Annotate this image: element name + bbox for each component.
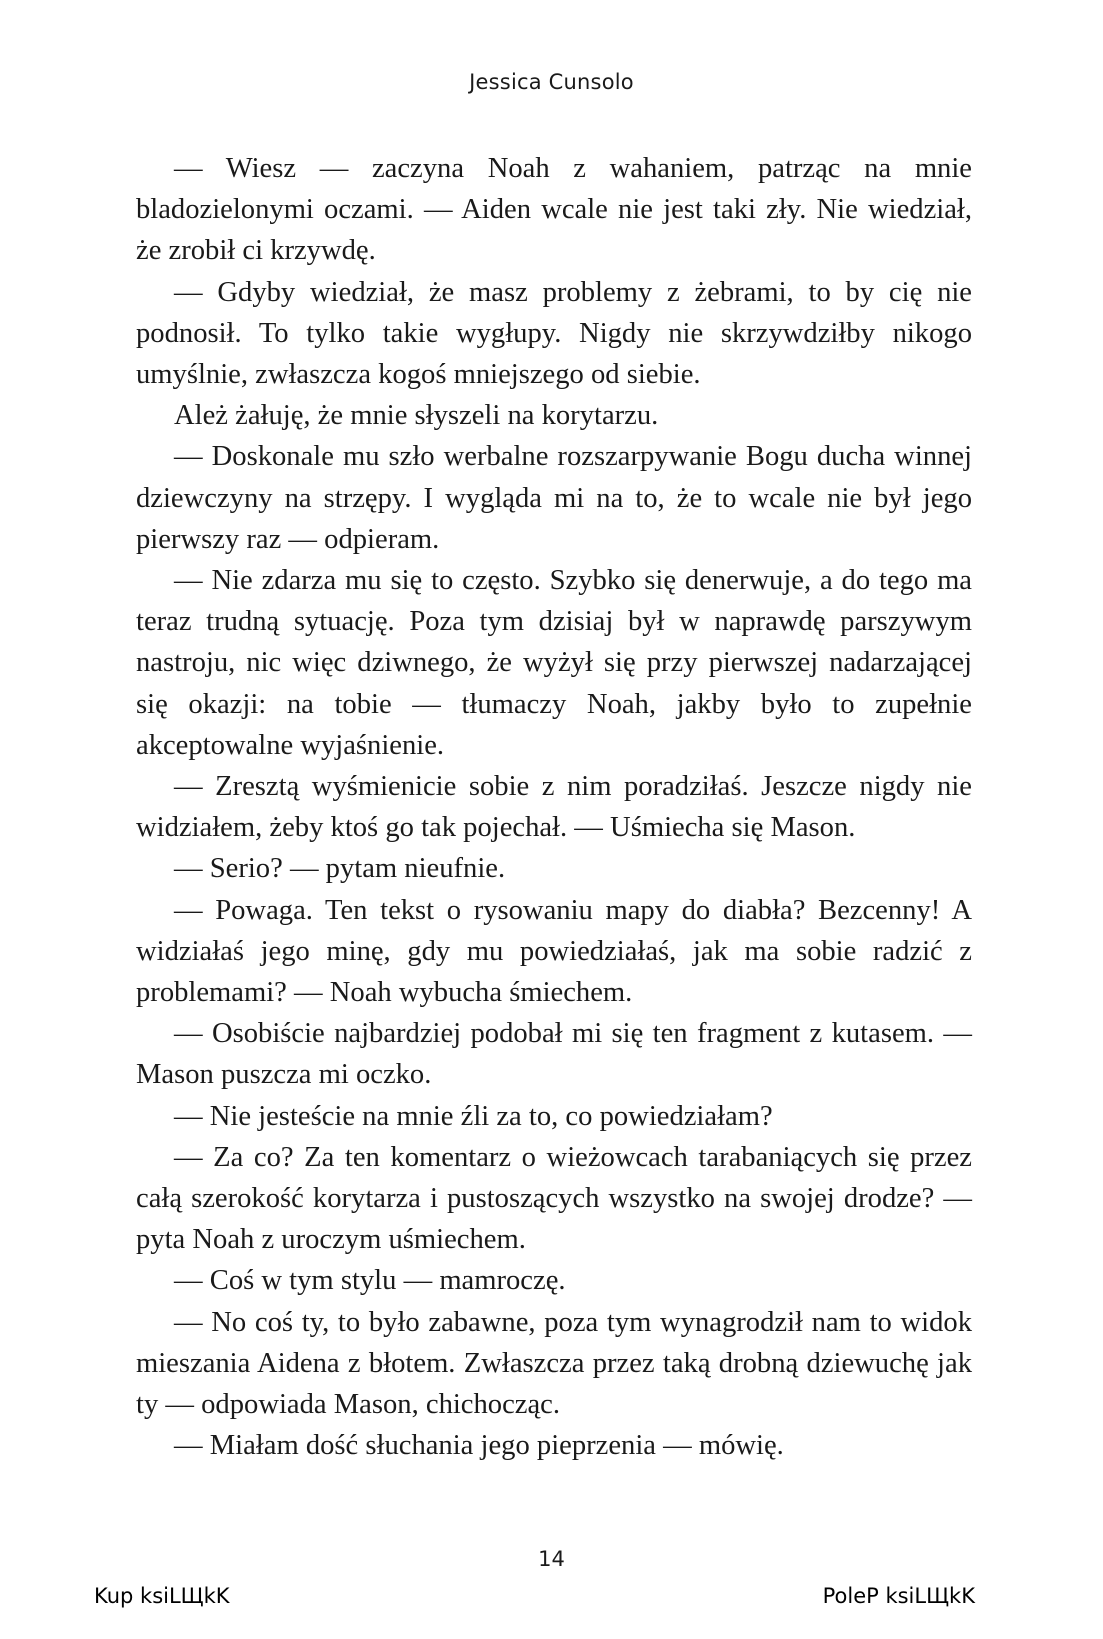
running-head-author: Jessica Cunsolo — [469, 70, 634, 94]
paragraph: — Gdyby wiedział, że masz problemy z żebrami, to by cię nie podnosił. To tylko takie wygłupy. Nigdy nie skrzywdziłby nikogo umyślnie, zwłaszcza kogoś mniejszego od siebie. — [136, 276, 972, 391]
paragraph: — Osobiście najbardziej podobał mi się ten fragment z kutasem. — Mason puszcza mi oczko. — [136, 1018, 972, 1091]
paragraph: Ależ żałuję, że mnie słyszeli na korytarzu. — [174, 400, 659, 432]
buy-book-link[interactable]: Kup ksiLЩkK — [94, 1584, 230, 1608]
paragraph: — Miałam dość słuchania jego pieprzenia — mówię. — [174, 1430, 784, 1462]
paragraph: — Powaga. Ten tekst o rysowaniu mapy do diabła? Bezcenny! A widziałaś jego minę, gdy mu powiedziałaś, jak ma sobie radzić z problemami? — Noah wybucha śmiechem. — [136, 894, 972, 1009]
paragraph: — Coś w tym stylu — mamroczę. — [174, 1265, 566, 1297]
paragraph: — Wiesz — zaczyna Noah z wahaniem, patrząc na mnie bladozielonymi oczami. — Aiden wcale nie jest taki zły. Nie wiedział, że zrobił ci krzywdę. — [136, 153, 972, 267]
paragraph: — No coś ty, to było zabawne, poza tym wynagrodził nam to widok mieszania Aidena z błotem. Zwłaszcza przez taką drobną dziewuchę jak ty — odpowiada Mason, chichocząc. — [136, 1306, 972, 1421]
paragraph: — Zresztą wyśmienicie sobie z nim poradziłaś. Jeszcze nigdy nie widziałem, żeby ktoś go tak pojechał. — Uśmiecha się Mason. — [136, 771, 972, 844]
recommend-book-link[interactable]: PoleP ksiLЩkK — [822, 1584, 975, 1608]
page-number: 14 — [538, 1547, 565, 1571]
paragraph: — Nie zdarza mu się to często. Szybko się denerwuje, a do tego ma teraz trudną sytuację. Poza tym dzisiaj był w naprawdę parszywym nastroju, nic więc dziwnego, że wyżył się przy pierwszej nadarzającej się okazji: na tobie — tłumaczy Noah, jakby było to zupełnie akceptowalne wyjaśnienie. — [136, 565, 972, 761]
paragraph: — Doskonale mu szło werbalne rozszarpywanie Bogu ducha winnej dziewczyny na strzępy. I wygląda mi na to, że to wcale nie był jego pierwszy raz — odpieram. — [136, 441, 972, 555]
paragraph: — Za co? Za ten komentarz o wieżowcach tarabaniących się przez całą szerokość korytarza i pustoszących wszystko na swojej drodze? — pyta Noah z uroczym uśmiechem. — [136, 1141, 972, 1256]
body-text — [136, 148, 972, 1467]
paragraph: — Nie jesteście na mnie źli za to, co powiedziałam? — [174, 1100, 773, 1132]
paragraph: — Serio? — pytam nieufnie. — [174, 853, 506, 885]
